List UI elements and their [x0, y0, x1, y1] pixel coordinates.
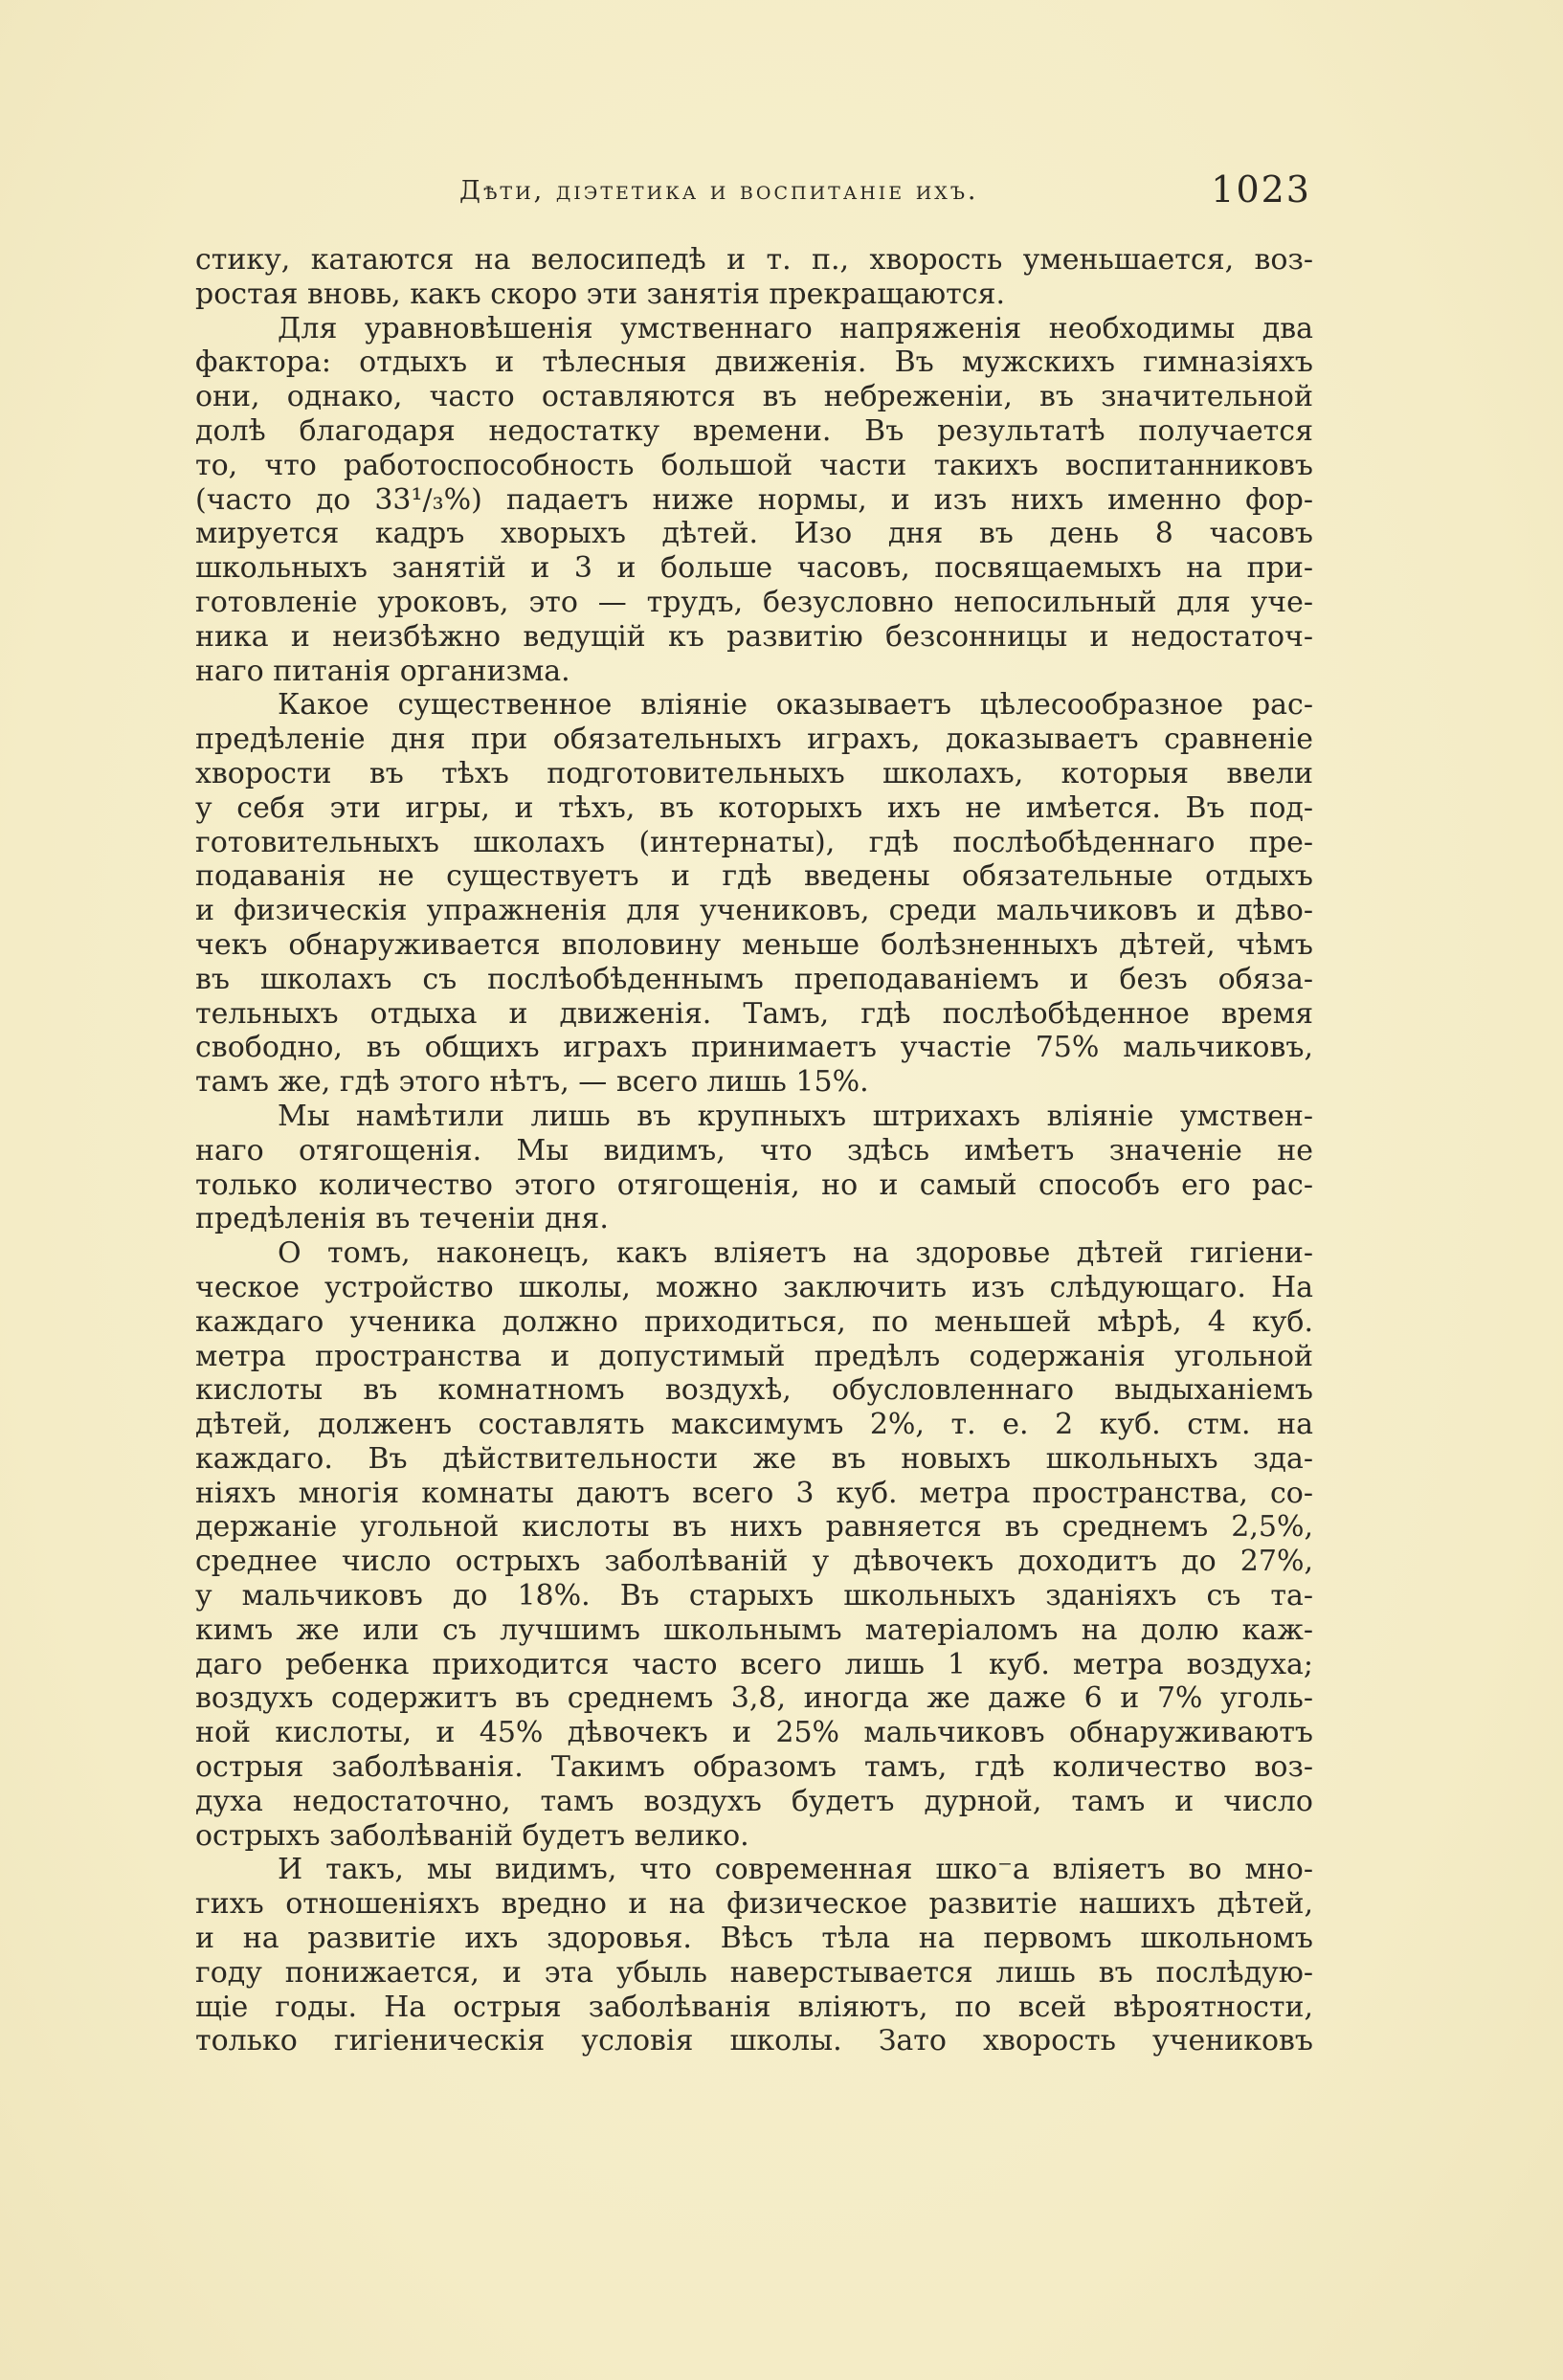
- text-line: и физическія упражненія для учениковъ, среди мальчиковъ и дѣво-: [195, 894, 1313, 928]
- text-line: каждаго. Въ дѣйствительности же въ новыхъ школьныхъ зда-: [195, 1441, 1313, 1476]
- text-line: предѣленія въ теченіи дня.: [195, 1202, 609, 1236]
- text-line: кимъ же или съ лучшимъ школьнымъ матеріаломъ на долю каж-: [195, 1613, 1313, 1647]
- text-line: только гигіеническія условія школы. Зато хворость учениковъ: [195, 2024, 1313, 2058]
- text-line: хворости въ тѣхъ подготовительныхъ школахъ, которыя ввели: [195, 756, 1313, 790]
- text-line: только количество этого отягощенія, но и самый способъ его рас-: [195, 1168, 1313, 1202]
- text-line: держаніе угольной кислоты въ нихъ равняется въ среднемъ 2,5%,: [195, 1510, 1313, 1545]
- text-line: воздухъ содержитъ въ среднемъ 3,8, иногда же даже 6 и 7% уголь-: [195, 1681, 1313, 1716]
- text-line: стику, катаются на велосипедѣ и т. п., хворость уменьшается, воз-: [195, 243, 1313, 277]
- text-line: наго отягощенія. Мы видимъ, что здѣсь имѣетъ значеніе не: [195, 1133, 1313, 1168]
- text-line: кислоты въ комнатномъ воздухѣ, обусловленнаго выдыханіемъ: [195, 1373, 1313, 1408]
- text-line: подаванія не существуетъ и гдѣ введены обязательные отдыхъ: [195, 859, 1313, 894]
- text-line: Для уравновѣшенія умственнаго напряженія необходимы два: [278, 311, 1313, 345]
- text-line: готовительныхъ школахъ (интернаты), гдѣ послѣобѣденнаго пре-: [195, 825, 1313, 859]
- text-line: острыхъ заболѣваній будетъ велико.: [195, 1818, 749, 1853]
- paragraph: [195, 312, 1313, 689]
- text-line: среднее число острыхъ заболѣваній у дѣвочекъ доходитъ до 27%,: [195, 1545, 1313, 1579]
- text-line: году понижается, и эта убыль наверстывается лишь въ послѣдую-: [195, 1955, 1313, 1990]
- text-line: чекъ обнаруживается вполовину меньше болѣзненныхъ дѣтей, чѣмъ: [195, 927, 1313, 962]
- text-line: готовленіе уроковъ, это — трудъ, безусловно непосильный для уче-: [195, 585, 1313, 619]
- text-line: фактора: отдыхъ и тѣлесныя движенія. Въ мужскихъ гимназіяхъ: [195, 345, 1313, 380]
- text-line: они, однако, часто оставляются въ небреженіи, въ значительной: [195, 380, 1313, 414]
- text-line: Какое существенное вліяніе оказываетъ цѣлесообразное рас-: [278, 688, 1313, 723]
- text-line: даго ребенка приходится часто всего лишь 1 куб. метра воздуха;: [195, 1647, 1313, 1681]
- text-line: у мальчиковъ до 18%. Въ старыхъ школьныхъ зданіяхъ съ та-: [195, 1579, 1313, 1613]
- text-line: ніяхъ многія комнаты даютъ всего 3 куб. метра пространства, со-: [195, 1476, 1313, 1510]
- page-number: 1023: [1211, 168, 1311, 211]
- text-line: ростая вновь, какъ скоро эти занятія прекращаются.: [195, 277, 1005, 311]
- text-line: дѣтей, долженъ составлять максимумъ 2%, т. е. 2 куб. стм. на: [195, 1408, 1313, 1442]
- text-line: острыя заболѣванія. Такимъ образомъ тамъ, гдѣ количество воз-: [195, 1750, 1313, 1785]
- text-line: наго питанія организма.: [195, 654, 570, 688]
- text-line: предѣленіе дня при обязательныхъ играхъ, доказываетъ сравненіе: [195, 723, 1313, 757]
- text-line: тельныхъ отдыха и движенія. Тамъ, гдѣ послѣобѣденное время: [195, 996, 1313, 1031]
- paragraph: [195, 688, 1313, 1100]
- text-line: тамъ же, гдѣ этого нѣтъ, — всего лишь 15%.: [195, 1065, 869, 1100]
- text-line: въ школахъ съ послѣобѣденнымъ преподаваніемъ и безъ обяза-: [195, 962, 1313, 996]
- paragraph: [195, 1236, 1313, 1853]
- body-text: [195, 243, 1313, 2058]
- text-line: И такъ, мы видимъ, что современная шко⁻а вліяетъ во мно-: [278, 1853, 1313, 1887]
- text-line: у себя эти игры, и тѣхъ, въ которыхъ ихъ не имѣется. Въ под-: [195, 790, 1313, 825]
- text-line: (часто до 33¹/₃%) падаетъ ниже нормы, и изъ нихъ именно фор-: [195, 482, 1313, 517]
- text-line: О томъ, наконецъ, какъ вліяетъ на здоровье дѣтей гигіени-: [278, 1236, 1313, 1271]
- text-line: ной кислоты, и 45% дѣвочекъ и 25% мальчиковъ обнаруживаютъ: [195, 1716, 1313, 1750]
- text-line: ника и неизбѣжно ведущій къ развитію безсонницы и недостаточ-: [195, 619, 1313, 654]
- text-line: гихъ отношеніяхъ вредно и на физическое развитіе нашихъ дѣтей,: [195, 1887, 1313, 1922]
- text-line: мируется кадръ хворыхъ дѣтей. Изо дня въ день 8 часовъ: [195, 517, 1313, 551]
- text-line: долѣ благодаря недостатку времени. Въ результатѣ получается: [195, 413, 1313, 448]
- text-line: каждаго ученика должно приходиться, по меньшей мѣрѣ, 4 куб.: [195, 1304, 1313, 1339]
- text-line: ческое устройство школы, можно заключить изъ слѣдующаго. На: [195, 1270, 1313, 1304]
- paragraph: [195, 1853, 1313, 2058]
- page-header: [201, 168, 1311, 216]
- paragraph: [195, 1100, 1313, 1236]
- text-line: метра пространства и допустимый предѣлъ содержанія угольной: [195, 1339, 1313, 1373]
- text-line: то, что работоспособность большой части такихъ воспитанниковъ: [195, 448, 1313, 482]
- text-line: щіе годы. На острыя заболѣванія вліяютъ, по всей вѣроятности,: [195, 1990, 1313, 2024]
- text-line: свободно, въ общихъ играхъ принимаетъ участіе 75% мальчиковъ,: [195, 1031, 1313, 1065]
- paragraph: [195, 243, 1313, 312]
- text-line: и на развитіе ихъ здоровья. Вѣсъ тѣла на первомъ школьномъ: [195, 1922, 1313, 1956]
- text-line: Мы намѣтили лишь въ крупныхъ штрихахъ вліяніе умствен-: [278, 1099, 1313, 1133]
- text-line: духа недостаточно, тамъ воздухъ будетъ дурной, тамъ и число: [195, 1784, 1313, 1818]
- running-title: Дѣти, діэтетика и воспитаніе ихъ.: [459, 176, 979, 206]
- text-line: школьныхъ занятій и 3 и больше часовъ, посвящаемыхъ на при-: [195, 551, 1313, 586]
